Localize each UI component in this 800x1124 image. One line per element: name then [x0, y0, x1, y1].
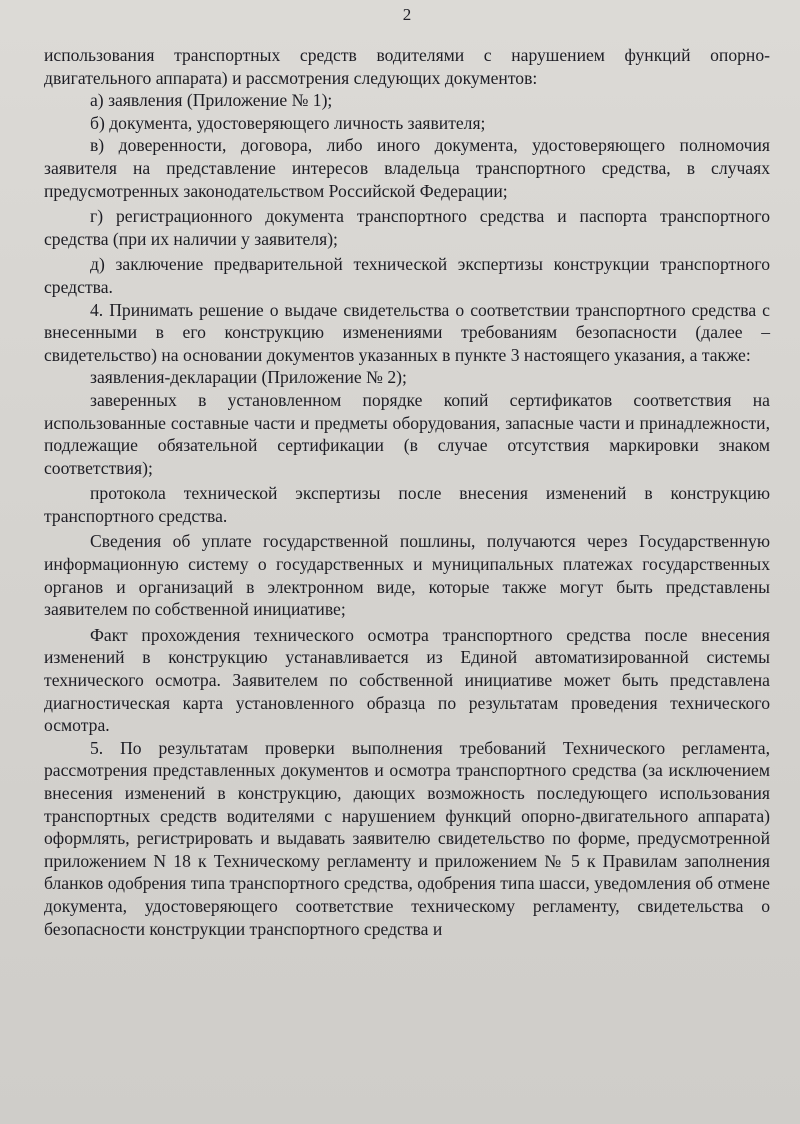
page-number: 2 — [402, 5, 412, 24]
paragraph: в) доверенности, договора, либо иного документа, удостоверяющего полномочия заявителя на представление интересов владельца транспортного средства, в случаях предусмотренных законодательством Российской Федерации; — [44, 135, 770, 201]
paragraph: использования транспортных средств водителями с нарушением функций опорно-двигательного аппарата) и рассмотрения следующих документов: — [44, 45, 770, 88]
paragraph: б) документа, удостоверяющего личность заявителя; — [90, 112, 486, 133]
paragraph: Сведения об уплате государственной пошлины, получаются через Государственную информационную систему о государственных и муниципальных платежах государственных органов и организаций в электронном виде, которые также могут быть представлены заявителем по собственной инициативе; — [44, 531, 770, 620]
paragraph: 4. Принимать решение о выдаче свидетельства о соответствии транспортного средства с внесенными в его конструкцию изменениями требованиям безопасности (далее – свидетельство) на основании документов указанных в пункте 3 настоящего указания, а также: — [44, 299, 770, 365]
document-body — [44, 44, 770, 940]
paragraph: а) заявления (Приложение № 1); — [90, 90, 333, 111]
paragraph: заявления-декларации (Приложение № 2); — [90, 367, 407, 388]
paragraph: д) заключение предварительной технической экспертизы конструкции транспортного средства. — [44, 254, 770, 297]
paragraph: г) регистрационного документа транспортного средства и паспорта транспортного средства (при их наличии у заявителя); — [44, 206, 770, 249]
paragraph: Факт прохождения технического осмотра транспортного средства после внесения изменений в конструкцию устанавливается из Единой автоматизированной системы технического осмотра. Заявителем по собственной инициативе может быть представлена диагностическая карта установленного образца по результатам проведения технического осмотра. — [44, 624, 770, 736]
paragraph: протокола технической экспертизы после внесения изменений в конструкцию транспортного средства. — [44, 483, 770, 526]
paragraph: 5. По результатам проверки выполнения требований Технического регламента, рассмотрения представленных документов и осмотра транспортного средства (за исключением внесения изменений в конструкцию, дающих возможность последующего использования транспортных средств водителями с нарушением функций опорно-двигательного аппарата) оформлять, регистрировать и выдавать заявителю свидетельство по форме, предусмотренной приложением N 18 к Техническому регламенту и приложением № 5 к Правилам заполнения бланков одобрения типа транспортного средства, одобрения типа шасси, уведомления об отмене документа, удостоверяющего соответствие техническому регламенту, свидетельства о безопасности конструкции транспортного средства и — [44, 737, 770, 939]
paragraph: заверенных в установленном порядке копий сертификатов соответствия на использованные составные части и предметы оборудования, запасные части и принадлежности, подлежащие обязательной сертификации (в случае отсутствия маркировки знаком соответствия); — [44, 389, 770, 478]
